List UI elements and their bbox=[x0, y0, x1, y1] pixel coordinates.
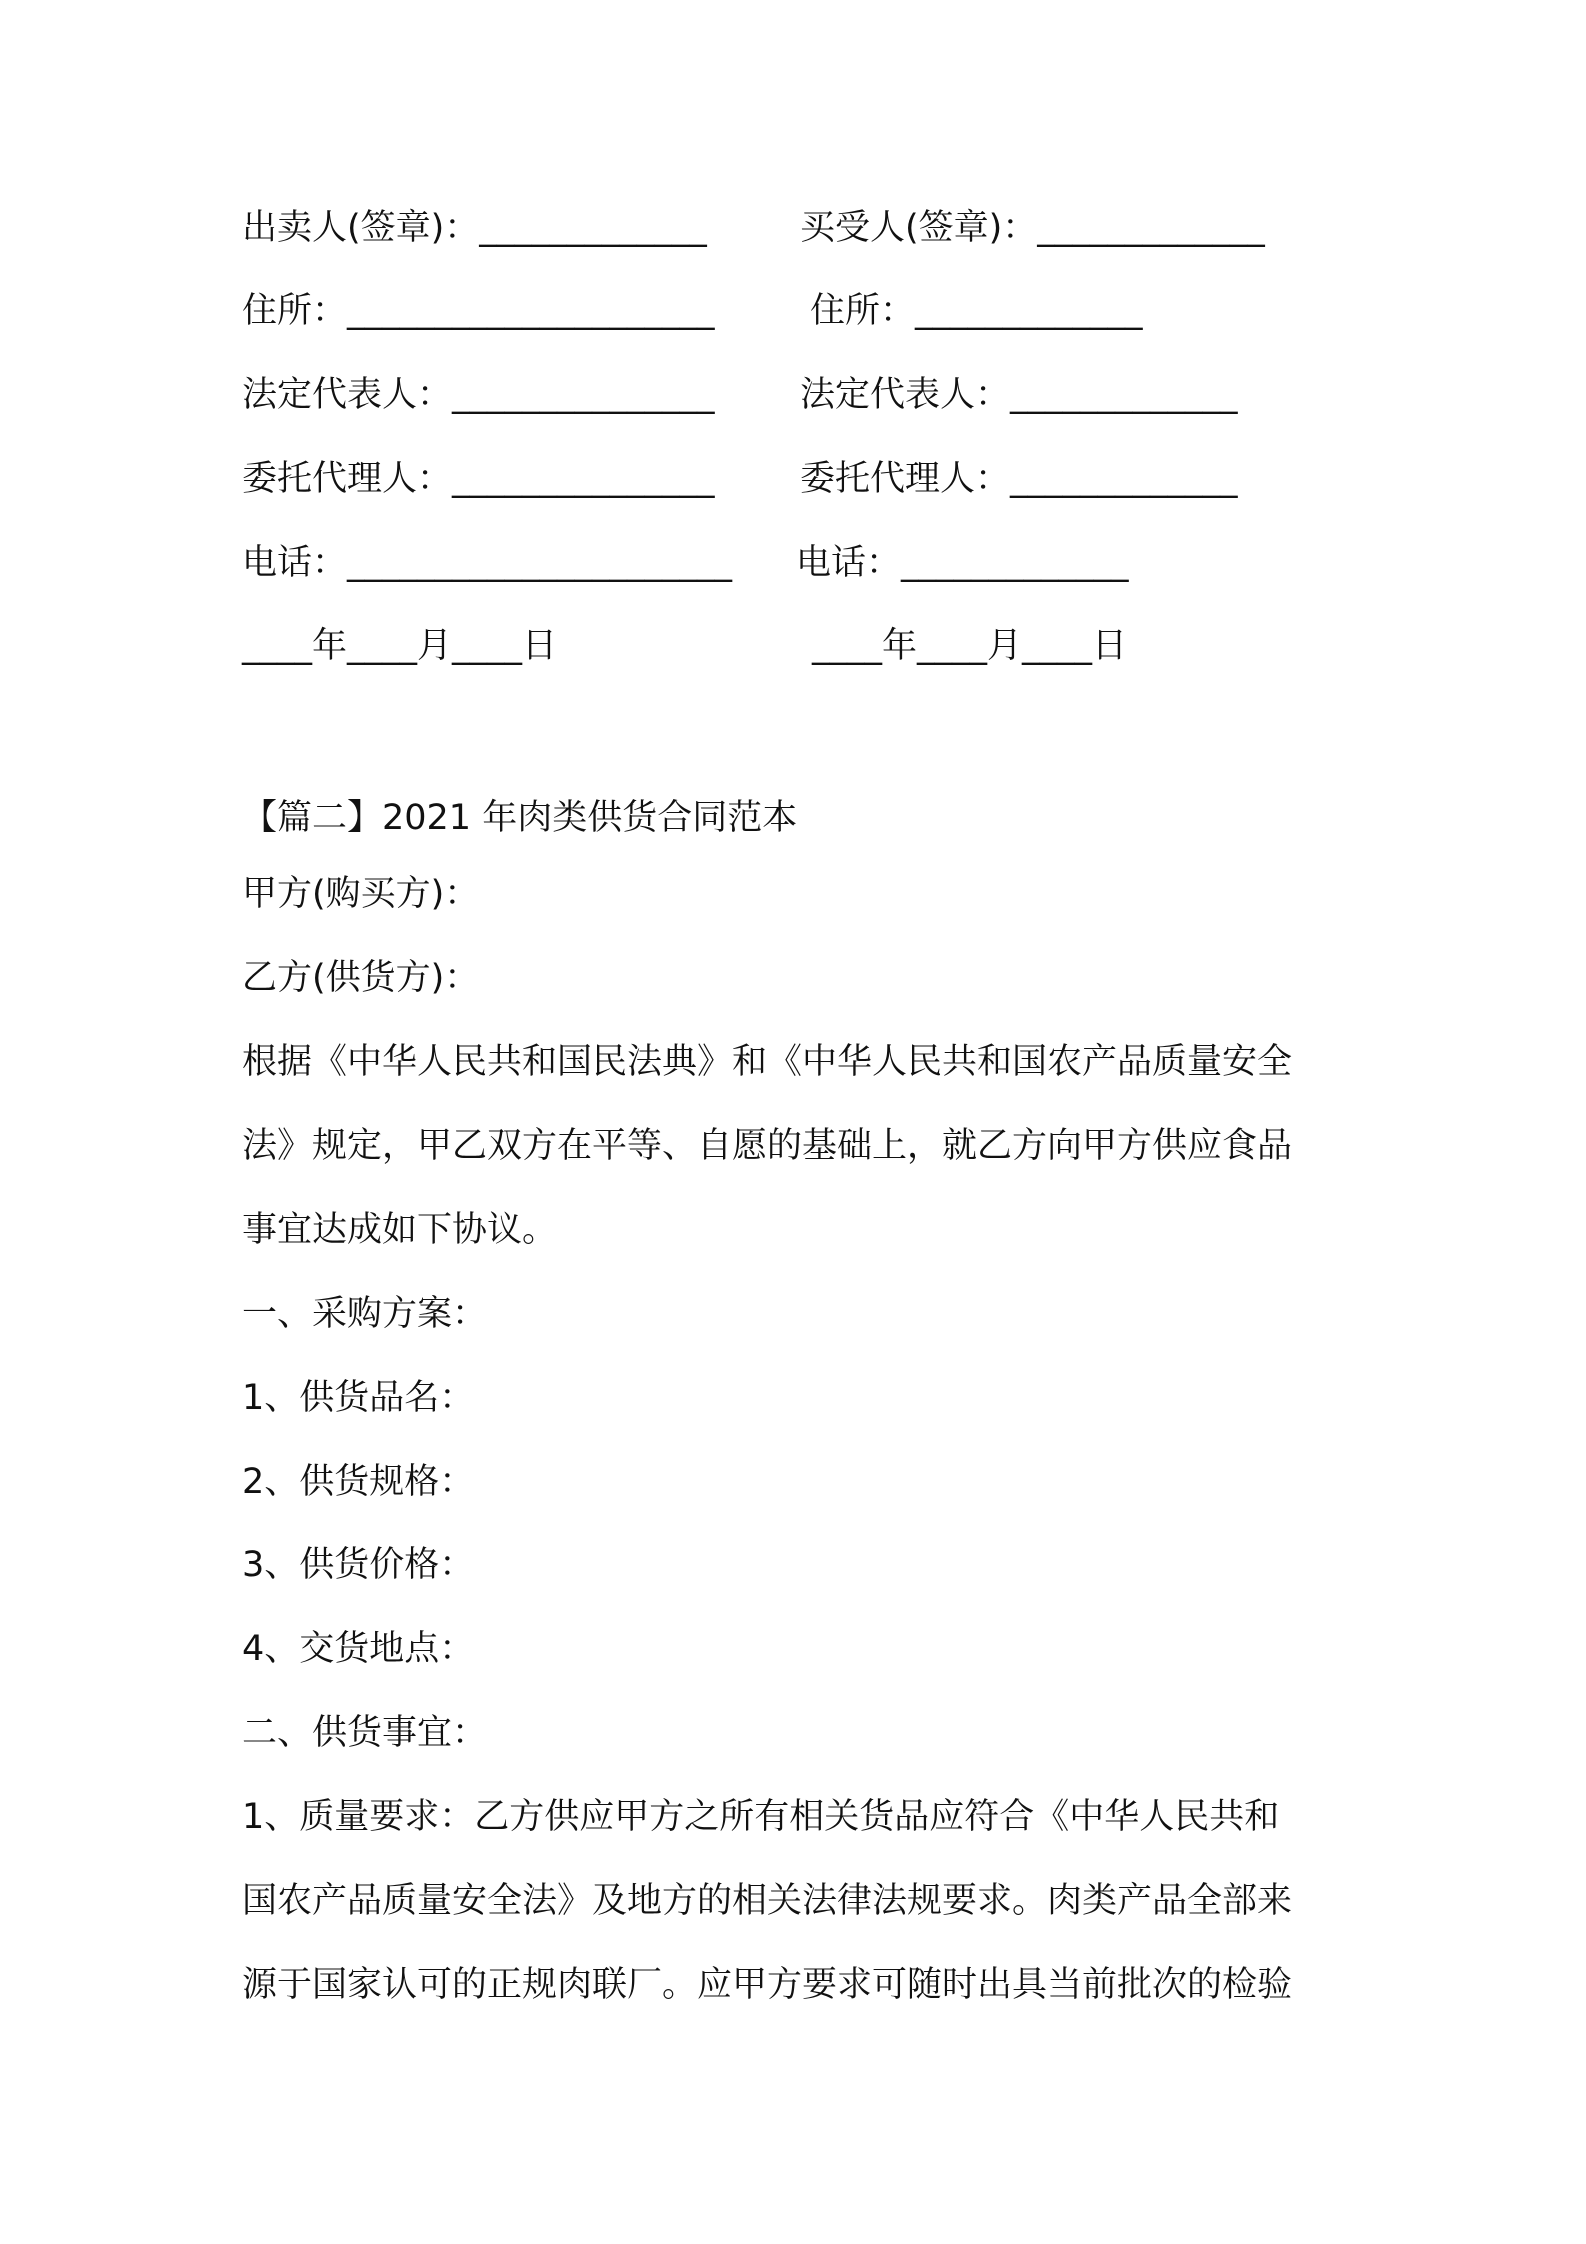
buyer-phone-line: 电话：_____________ bbox=[796, 543, 1129, 583]
buyer-address-line: 住所：_____________ bbox=[810, 291, 1143, 331]
paragraph-line: 源于国家认可的正规肉联厂。应甲方要求可随时出具当前批次的检验 bbox=[242, 1965, 1293, 2005]
buyer-signature-line: 买受人(签章)：_____________ bbox=[800, 208, 1265, 248]
preamble-line: 法》规定，甲乙双方在平等、自愿的基础上，就乙方向甲方供应食品 bbox=[242, 1126, 1293, 1166]
seller-signature-line: 出卖人(签章)：_____________ bbox=[242, 208, 707, 248]
seller-agent-line: 委托代理人：_______________ bbox=[242, 459, 715, 499]
seller-phone-line: 电话：______________________ bbox=[242, 543, 733, 583]
party-b-label: 乙方(供货方)： bbox=[242, 958, 480, 998]
paragraph-line: 国农产品质量安全法》及地方的相关法律法规要求。肉类产品全部来 bbox=[242, 1881, 1293, 1921]
list-item: 4、交货地点： bbox=[242, 1629, 475, 1669]
preamble-line: 事宜达成如下协议。 bbox=[242, 1210, 558, 1250]
list-item: 3、供货价格： bbox=[242, 1545, 475, 1585]
section-heading-supply: 二、供货事宜： bbox=[242, 1713, 488, 1753]
contract-title: 【篇二】2021 年肉类供货合同范本 bbox=[242, 798, 798, 838]
preamble-line: 根据《中华人民共和国民法典》和《中华人民共和国农产品质量安全 bbox=[242, 1042, 1293, 1082]
party-a-label: 甲方(购买方)： bbox=[242, 874, 480, 914]
buyer-legal-rep-line: 法定代表人：_____________ bbox=[800, 375, 1238, 415]
list-item: 1、供货品名： bbox=[242, 1378, 475, 1418]
list-item: 2、供货规格： bbox=[242, 1462, 475, 1502]
paragraph-line: 1、质量要求：乙方供应甲方之所有相关货品应符合《中华人民共和 bbox=[242, 1797, 1280, 1837]
seller-date-line: ____年____月____日 bbox=[242, 626, 558, 666]
seller-legal-rep-line: 法定代表人：_______________ bbox=[242, 375, 715, 415]
buyer-agent-line: 委托代理人：_____________ bbox=[800, 459, 1238, 499]
section-heading-procurement: 一、采购方案： bbox=[242, 1294, 488, 1334]
buyer-date-line: ____年____月____日 bbox=[812, 626, 1128, 666]
seller-address-line: 住所：_____________________ bbox=[242, 291, 715, 331]
